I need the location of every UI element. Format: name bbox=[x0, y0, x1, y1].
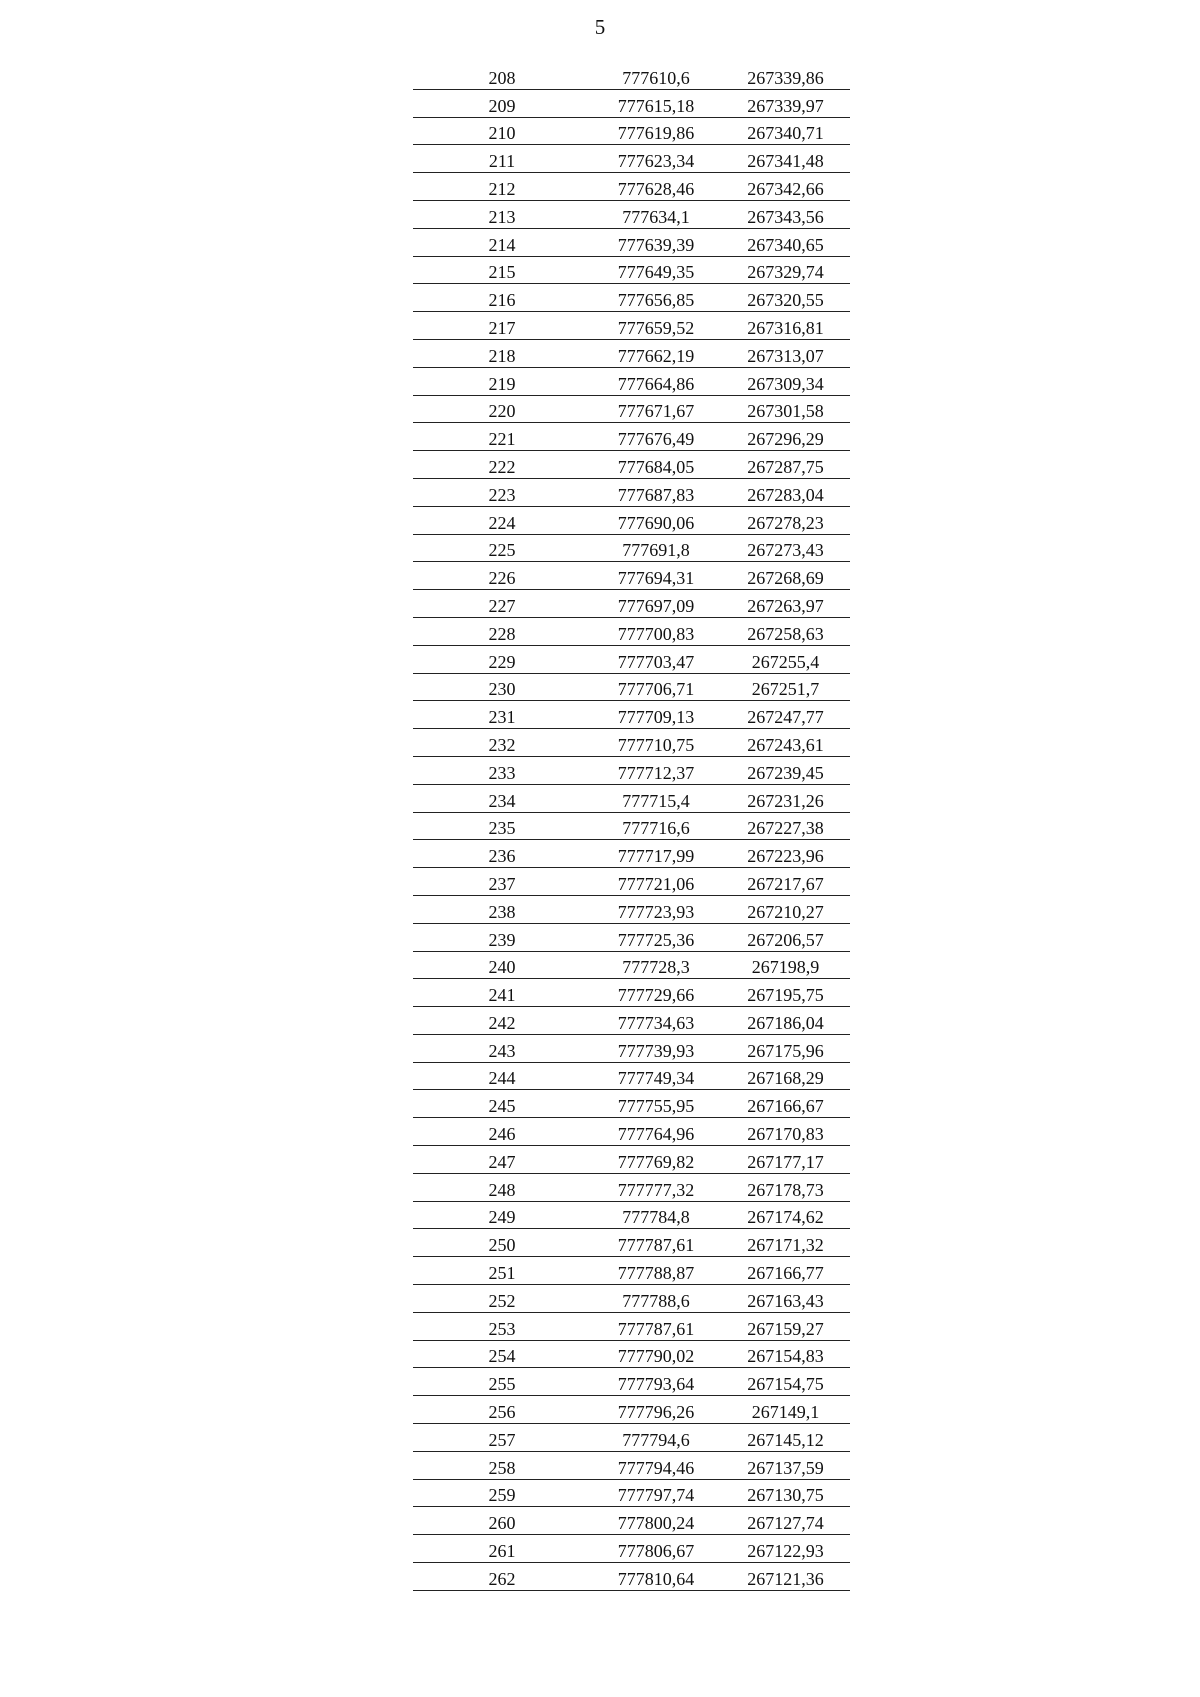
point-number-cell: 246 bbox=[413, 1118, 591, 1146]
x-coordinate-cell: 777723,93 bbox=[591, 895, 721, 923]
point-number-cell: 258 bbox=[413, 1451, 591, 1479]
table-row bbox=[413, 423, 850, 451]
table-row bbox=[413, 284, 850, 312]
table-row bbox=[413, 339, 850, 367]
y-coordinate-cell: 267342,66 bbox=[721, 173, 850, 201]
x-coordinate-cell: 777729,66 bbox=[591, 979, 721, 1007]
point-number-cell: 224 bbox=[413, 506, 591, 534]
x-coordinate-cell: 777800,24 bbox=[591, 1507, 721, 1535]
table-row bbox=[413, 1312, 850, 1340]
table-row bbox=[413, 951, 850, 979]
x-coordinate-cell: 777734,63 bbox=[591, 1007, 721, 1035]
table-row bbox=[413, 756, 850, 784]
x-coordinate-cell: 777777,32 bbox=[591, 1173, 721, 1201]
table-row bbox=[413, 784, 850, 812]
point-number-cell: 235 bbox=[413, 812, 591, 840]
table-row bbox=[413, 89, 850, 117]
x-coordinate-cell: 777623,34 bbox=[591, 145, 721, 173]
x-coordinate-cell: 777659,52 bbox=[591, 312, 721, 340]
x-coordinate-cell: 777671,67 bbox=[591, 395, 721, 423]
point-number-cell: 226 bbox=[413, 562, 591, 590]
point-number-cell: 245 bbox=[413, 1090, 591, 1118]
table-row bbox=[413, 1146, 850, 1174]
table-row bbox=[413, 1368, 850, 1396]
table-row bbox=[413, 1535, 850, 1563]
table-row bbox=[413, 812, 850, 840]
table-row bbox=[413, 840, 850, 868]
x-coordinate-cell: 777684,05 bbox=[591, 451, 721, 479]
point-number-cell: 236 bbox=[413, 840, 591, 868]
y-coordinate-cell: 267121,36 bbox=[721, 1563, 850, 1591]
x-coordinate-cell: 777712,37 bbox=[591, 756, 721, 784]
x-coordinate-cell: 777787,61 bbox=[591, 1229, 721, 1257]
x-coordinate-cell: 777656,85 bbox=[591, 284, 721, 312]
x-coordinate-cell: 777690,06 bbox=[591, 506, 721, 534]
table-row bbox=[413, 312, 850, 340]
x-coordinate-cell: 777649,35 bbox=[591, 256, 721, 284]
x-coordinate-cell: 777810,64 bbox=[591, 1563, 721, 1591]
y-coordinate-cell: 267198,9 bbox=[721, 951, 850, 979]
point-number-cell: 214 bbox=[413, 228, 591, 256]
y-coordinate-cell: 267301,58 bbox=[721, 395, 850, 423]
y-coordinate-cell: 267217,67 bbox=[721, 868, 850, 896]
point-number-cell: 217 bbox=[413, 312, 591, 340]
point-number-cell: 253 bbox=[413, 1312, 591, 1340]
point-number-cell: 231 bbox=[413, 701, 591, 729]
table-row bbox=[413, 1173, 850, 1201]
y-coordinate-cell: 267313,07 bbox=[721, 339, 850, 367]
point-number-cell: 241 bbox=[413, 979, 591, 1007]
x-coordinate-cell: 777676,49 bbox=[591, 423, 721, 451]
x-coordinate-cell: 777721,06 bbox=[591, 868, 721, 896]
point-number-cell: 261 bbox=[413, 1535, 591, 1563]
y-coordinate-cell: 267168,29 bbox=[721, 1062, 850, 1090]
x-coordinate-cell: 777784,8 bbox=[591, 1201, 721, 1229]
y-coordinate-cell: 267166,67 bbox=[721, 1090, 850, 1118]
point-number-cell: 227 bbox=[413, 590, 591, 618]
point-number-cell: 212 bbox=[413, 173, 591, 201]
x-coordinate-cell: 777615,18 bbox=[591, 89, 721, 117]
point-number-cell: 244 bbox=[413, 1062, 591, 1090]
point-number-cell: 223 bbox=[413, 478, 591, 506]
y-coordinate-cell: 267177,17 bbox=[721, 1146, 850, 1174]
y-coordinate-cell: 267273,43 bbox=[721, 534, 850, 562]
point-number-cell: 262 bbox=[413, 1563, 591, 1591]
y-coordinate-cell: 267278,23 bbox=[721, 506, 850, 534]
y-coordinate-cell: 267154,75 bbox=[721, 1368, 850, 1396]
y-coordinate-cell: 267231,26 bbox=[721, 784, 850, 812]
y-coordinate-cell: 267171,32 bbox=[721, 1229, 850, 1257]
table-row bbox=[413, 1563, 850, 1591]
table-row bbox=[413, 1479, 850, 1507]
y-coordinate-cell: 267166,77 bbox=[721, 1257, 850, 1285]
point-number-cell: 222 bbox=[413, 451, 591, 479]
table-row bbox=[413, 1257, 850, 1285]
y-coordinate-cell: 267343,56 bbox=[721, 200, 850, 228]
y-coordinate-cell: 267339,97 bbox=[721, 89, 850, 117]
y-coordinate-cell: 267243,61 bbox=[721, 729, 850, 757]
x-coordinate-cell: 777700,83 bbox=[591, 617, 721, 645]
page-number: 5 bbox=[594, 15, 606, 39]
y-coordinate-cell: 267283,04 bbox=[721, 478, 850, 506]
x-coordinate-cell: 777691,8 bbox=[591, 534, 721, 562]
table-row bbox=[413, 895, 850, 923]
point-number-cell: 257 bbox=[413, 1424, 591, 1452]
table-row bbox=[413, 1034, 850, 1062]
y-coordinate-cell: 267186,04 bbox=[721, 1007, 850, 1035]
table-row bbox=[413, 1285, 850, 1313]
table-row bbox=[413, 590, 850, 618]
x-coordinate-cell: 777687,83 bbox=[591, 478, 721, 506]
x-coordinate-cell: 777794,46 bbox=[591, 1451, 721, 1479]
y-coordinate-cell: 267255,4 bbox=[721, 645, 850, 673]
point-number-cell: 216 bbox=[413, 284, 591, 312]
x-coordinate-cell: 777709,13 bbox=[591, 701, 721, 729]
y-coordinate-cell: 267341,48 bbox=[721, 145, 850, 173]
x-coordinate-cell: 777787,61 bbox=[591, 1312, 721, 1340]
x-coordinate-cell: 777790,02 bbox=[591, 1340, 721, 1368]
point-number-cell: 250 bbox=[413, 1229, 591, 1257]
y-coordinate-cell: 267340,71 bbox=[721, 117, 850, 145]
y-coordinate-cell: 267137,59 bbox=[721, 1451, 850, 1479]
point-number-cell: 249 bbox=[413, 1201, 591, 1229]
x-coordinate-cell: 777728,3 bbox=[591, 951, 721, 979]
y-coordinate-cell: 267339,86 bbox=[721, 62, 850, 89]
table-row bbox=[413, 673, 850, 701]
x-coordinate-cell: 777794,6 bbox=[591, 1424, 721, 1452]
x-coordinate-cell: 777697,09 bbox=[591, 590, 721, 618]
table-row bbox=[413, 868, 850, 896]
x-coordinate-cell: 777793,64 bbox=[591, 1368, 721, 1396]
table-row bbox=[413, 701, 850, 729]
table-row bbox=[413, 506, 850, 534]
y-coordinate-cell: 267130,75 bbox=[721, 1479, 850, 1507]
x-coordinate-cell: 777634,1 bbox=[591, 200, 721, 228]
point-number-cell: 232 bbox=[413, 729, 591, 757]
table-row bbox=[413, 1062, 850, 1090]
y-coordinate-cell: 267258,63 bbox=[721, 617, 850, 645]
table-row bbox=[413, 1090, 850, 1118]
y-coordinate-cell: 267263,97 bbox=[721, 590, 850, 618]
y-coordinate-cell: 267174,62 bbox=[721, 1201, 850, 1229]
x-coordinate-cell: 777639,39 bbox=[591, 228, 721, 256]
y-coordinate-cell: 267251,7 bbox=[721, 673, 850, 701]
point-number-cell: 255 bbox=[413, 1368, 591, 1396]
x-coordinate-cell: 777797,74 bbox=[591, 1479, 721, 1507]
table-row bbox=[413, 1340, 850, 1368]
table-row bbox=[413, 451, 850, 479]
point-number-cell: 220 bbox=[413, 395, 591, 423]
table-row bbox=[413, 1118, 850, 1146]
y-coordinate-cell: 267195,75 bbox=[721, 979, 850, 1007]
x-coordinate-cell: 777715,4 bbox=[591, 784, 721, 812]
table-row bbox=[413, 923, 850, 951]
y-coordinate-cell: 267340,65 bbox=[721, 228, 850, 256]
point-number-cell: 234 bbox=[413, 784, 591, 812]
x-coordinate-cell: 777706,71 bbox=[591, 673, 721, 701]
table-row bbox=[413, 979, 850, 1007]
y-coordinate-cell: 267159,27 bbox=[721, 1312, 850, 1340]
point-number-cell: 211 bbox=[413, 145, 591, 173]
point-number-cell: 221 bbox=[413, 423, 591, 451]
y-coordinate-cell: 267122,93 bbox=[721, 1535, 850, 1563]
table-row bbox=[413, 62, 850, 89]
y-coordinate-cell: 267329,74 bbox=[721, 256, 850, 284]
point-number-cell: 213 bbox=[413, 200, 591, 228]
point-number-cell: 208 bbox=[413, 62, 591, 89]
x-coordinate-cell: 777806,67 bbox=[591, 1535, 721, 1563]
table-row bbox=[413, 534, 850, 562]
point-number-cell: 210 bbox=[413, 117, 591, 145]
point-number-cell: 260 bbox=[413, 1507, 591, 1535]
point-number-cell: 219 bbox=[413, 367, 591, 395]
x-coordinate-cell: 777717,99 bbox=[591, 840, 721, 868]
x-coordinate-cell: 777619,86 bbox=[591, 117, 721, 145]
point-number-cell: 254 bbox=[413, 1340, 591, 1368]
table-row bbox=[413, 617, 850, 645]
y-coordinate-cell: 267170,83 bbox=[721, 1118, 850, 1146]
point-number-cell: 237 bbox=[413, 868, 591, 896]
point-number-cell: 228 bbox=[413, 617, 591, 645]
table-row bbox=[413, 173, 850, 201]
y-coordinate-cell: 267223,96 bbox=[721, 840, 850, 868]
table-row bbox=[413, 1229, 850, 1257]
y-coordinate-cell: 267316,81 bbox=[721, 312, 850, 340]
x-coordinate-cell: 777710,75 bbox=[591, 729, 721, 757]
y-coordinate-cell: 267127,74 bbox=[721, 1507, 850, 1535]
y-coordinate-cell: 267239,45 bbox=[721, 756, 850, 784]
point-number-cell: 209 bbox=[413, 89, 591, 117]
table-row bbox=[413, 228, 850, 256]
point-number-cell: 229 bbox=[413, 645, 591, 673]
point-number-cell: 247 bbox=[413, 1146, 591, 1174]
point-number-cell: 243 bbox=[413, 1034, 591, 1062]
x-coordinate-cell: 777796,26 bbox=[591, 1396, 721, 1424]
y-coordinate-cell: 267320,55 bbox=[721, 284, 850, 312]
coordinates-table bbox=[413, 62, 850, 1591]
table-row bbox=[413, 1507, 850, 1535]
point-number-cell: 233 bbox=[413, 756, 591, 784]
point-number-cell: 256 bbox=[413, 1396, 591, 1424]
y-coordinate-cell: 267296,29 bbox=[721, 423, 850, 451]
y-coordinate-cell: 267287,75 bbox=[721, 451, 850, 479]
y-coordinate-cell: 267175,96 bbox=[721, 1034, 850, 1062]
y-coordinate-cell: 267154,83 bbox=[721, 1340, 850, 1368]
x-coordinate-cell: 777788,87 bbox=[591, 1257, 721, 1285]
x-coordinate-cell: 777725,36 bbox=[591, 923, 721, 951]
x-coordinate-cell: 777610,6 bbox=[591, 62, 721, 89]
table-row bbox=[413, 117, 850, 145]
y-coordinate-cell: 267227,38 bbox=[721, 812, 850, 840]
x-coordinate-cell: 777694,31 bbox=[591, 562, 721, 590]
table-row bbox=[413, 478, 850, 506]
point-number-cell: 239 bbox=[413, 923, 591, 951]
x-coordinate-cell: 777769,82 bbox=[591, 1146, 721, 1174]
point-number-cell: 215 bbox=[413, 256, 591, 284]
x-coordinate-cell: 777764,96 bbox=[591, 1118, 721, 1146]
x-coordinate-cell: 777749,34 bbox=[591, 1062, 721, 1090]
y-coordinate-cell: 267247,77 bbox=[721, 701, 850, 729]
table-row bbox=[413, 1007, 850, 1035]
table-row bbox=[413, 145, 850, 173]
point-number-cell: 225 bbox=[413, 534, 591, 562]
table-row bbox=[413, 200, 850, 228]
table-row bbox=[413, 1451, 850, 1479]
table-row bbox=[413, 562, 850, 590]
y-coordinate-cell: 267268,69 bbox=[721, 562, 850, 590]
point-number-cell: 240 bbox=[413, 951, 591, 979]
x-coordinate-cell: 777716,6 bbox=[591, 812, 721, 840]
point-number-cell: 218 bbox=[413, 339, 591, 367]
table-row bbox=[413, 367, 850, 395]
y-coordinate-cell: 267163,43 bbox=[721, 1285, 850, 1313]
point-number-cell: 259 bbox=[413, 1479, 591, 1507]
table-row bbox=[413, 256, 850, 284]
point-number-cell: 251 bbox=[413, 1257, 591, 1285]
y-coordinate-cell: 267149,1 bbox=[721, 1396, 850, 1424]
table-row bbox=[413, 1201, 850, 1229]
point-number-cell: 252 bbox=[413, 1285, 591, 1313]
x-coordinate-cell: 777788,6 bbox=[591, 1285, 721, 1313]
y-coordinate-cell: 267210,27 bbox=[721, 895, 850, 923]
table-row bbox=[413, 645, 850, 673]
x-coordinate-cell: 777739,93 bbox=[591, 1034, 721, 1062]
table-row bbox=[413, 1396, 850, 1424]
x-coordinate-cell: 777755,95 bbox=[591, 1090, 721, 1118]
y-coordinate-cell: 267309,34 bbox=[721, 367, 850, 395]
point-number-cell: 248 bbox=[413, 1173, 591, 1201]
table-row bbox=[413, 729, 850, 757]
x-coordinate-cell: 777628,46 bbox=[591, 173, 721, 201]
y-coordinate-cell: 267145,12 bbox=[721, 1424, 850, 1452]
point-number-cell: 242 bbox=[413, 1007, 591, 1035]
x-coordinate-cell: 777662,19 bbox=[591, 339, 721, 367]
point-number-cell: 238 bbox=[413, 895, 591, 923]
table-row bbox=[413, 395, 850, 423]
point-number-cell: 230 bbox=[413, 673, 591, 701]
y-coordinate-cell: 267206,57 bbox=[721, 923, 850, 951]
coordinates-table-body bbox=[413, 62, 850, 1590]
table-row bbox=[413, 1424, 850, 1452]
x-coordinate-cell: 777664,86 bbox=[591, 367, 721, 395]
y-coordinate-cell: 267178,73 bbox=[721, 1173, 850, 1201]
x-coordinate-cell: 777703,47 bbox=[591, 645, 721, 673]
